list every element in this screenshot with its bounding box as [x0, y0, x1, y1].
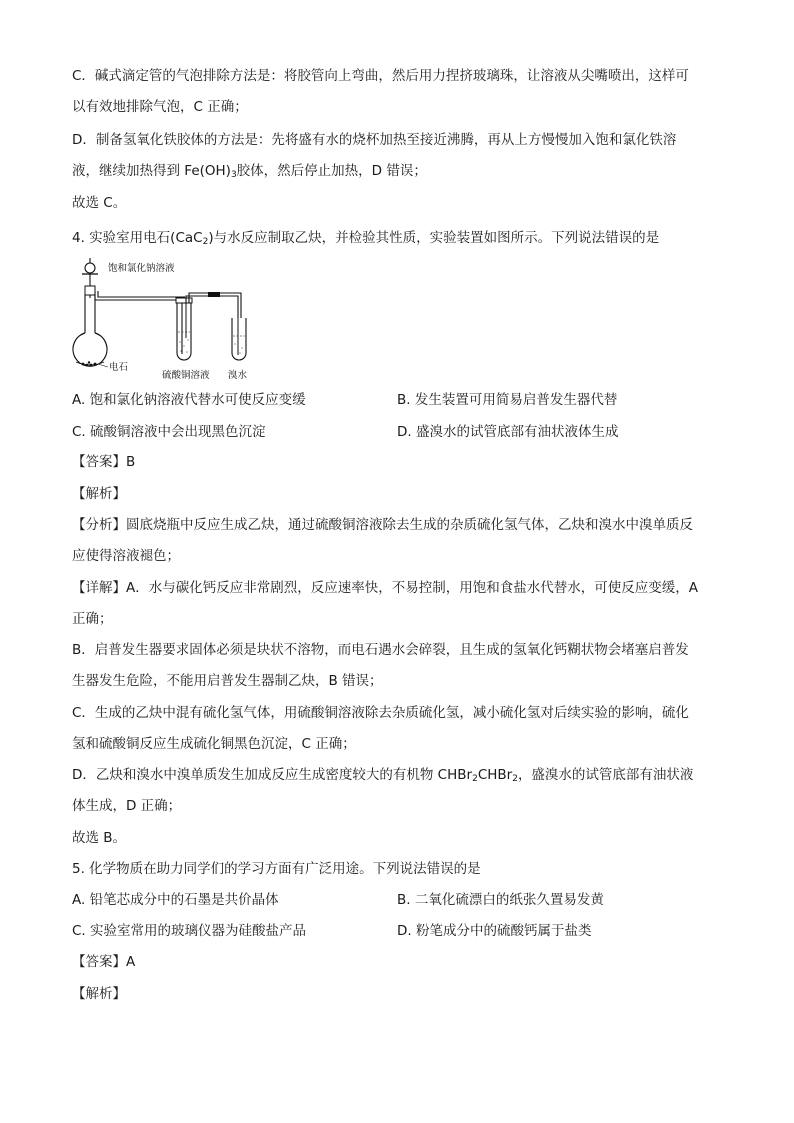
question-4-stem: 4. 实验室用电石(CaC$_2$)与水反应制取乙炔，并检验其性质，实验装置如图所示。下列说法错误的是	[72, 230, 660, 247]
text-line: D．乙炔和溴水中溴单质发生加成反应生成密度较大的有机物 CHBr$_2$CHBr$_2$，盛溴水的试管底部有油状液	[72, 767, 694, 784]
q4-option-b: B. 发生装置可用简易启普发生器代替	[397, 392, 618, 408]
q4-option-a: A. 饱和氯化钠溶液代替水可使反应变缓	[72, 392, 306, 408]
round-bottom-flask	[73, 333, 107, 366]
text-line: D．制备氢氧化铁胶体的方法是：先将盛有水的烧杯加热至接近沸腾，再从上方慢慢加入饱和氯化铁溶	[72, 132, 677, 148]
label-stone: 电石	[109, 362, 129, 373]
rubber-connector	[208, 292, 220, 297]
q5-option-c: C. 实验室常用的玻璃仪器为硅酸盐产品	[72, 923, 307, 939]
text-line: 以有效地排除气泡，C 正确；	[72, 99, 248, 115]
funnel-bulb	[85, 263, 95, 273]
text-line: 【分析】圆底烧瓶中反应生成乙炔，通过硫酸铜溶液除去生成的杂质硫化氢气体，乙炔和溴水中溴单质反	[72, 517, 693, 533]
question-5-stem: 5. 化学物质在助力同学们的学习方面有广泛用途。下列说法错误的是	[72, 861, 481, 877]
text-line: 故选 B。	[72, 830, 127, 846]
q5-analysis-heading: 【解析】	[72, 986, 126, 1002]
label-funnel: 饱和氯化钠溶液	[108, 263, 175, 274]
text-line: C．碱式滴定管的气泡排除方法是：将胶管向上弯曲，然后用力捏挤玻璃珠，让溶液从尖嘴喷出，这样可	[72, 68, 689, 84]
q4-option-c: C. 硫酸铜溶液中会出现黑色沉淀	[72, 424, 266, 440]
q5-answer: 【答案】A	[72, 954, 136, 970]
text-line: C．生成的乙炔中混有硫化氢气体，用硫酸铜溶液除去杂质硫化氢，减小硫化氢对后续实验的影响，硫化	[72, 705, 689, 721]
text-line: 生器发生危险，不能用启普发生器制乙炔，B 错误；	[72, 673, 383, 689]
text-line: 体生成，D 正确；	[72, 798, 182, 814]
q5-option-d: D. 粉笔成分中的硫酸钙属于盐类	[397, 923, 592, 939]
label-bromine: 溴水	[228, 370, 248, 380]
flask-stopper	[85, 286, 95, 295]
q4-analysis-heading: 【解析】	[72, 486, 126, 502]
text-line: 液，继续加热得到 $Fe(OH)_3$胶体，然后停止加热，D 错误；	[72, 163, 427, 180]
q4-answer: 【答案】B	[72, 454, 136, 470]
q5-option-b: B. 二氧化硫漂白的纸张久置易发黄	[397, 892, 604, 908]
label-cuso4: 硫酸铜溶液	[162, 370, 210, 380]
q4-option-d: D. 盛溴水的试管底部有油状液体生成	[397, 424, 619, 440]
tube1-stopper	[176, 298, 192, 303]
text-line: 故选 C。	[72, 195, 127, 211]
text-line: 【详解】A．水与碳化钙反应非常剧烈，反应速率快，不易控制，用饱和食盐水代替水，可使反应变缓，A	[72, 580, 698, 596]
text-line: 氢和硫酸铜反应生成硫化铜黑色沉淀，C 正确；	[72, 736, 356, 752]
apparatus-diagram	[68, 258, 278, 380]
test-tube-bromine	[232, 318, 246, 360]
text-line: B．启普发生器要求固体必须是块状不溶物，而电石遇水会碎裂，且生成的氢氧化钙糊状物会堵塞启普发	[72, 642, 689, 658]
text-line: 应使得溶液褪色；	[72, 548, 180, 564]
test-tube-cuso4	[177, 303, 191, 360]
text-line: 正确；	[72, 611, 113, 627]
q5-option-a: A. 铅笔芯成分中的石墨是共价晶体	[72, 892, 279, 908]
